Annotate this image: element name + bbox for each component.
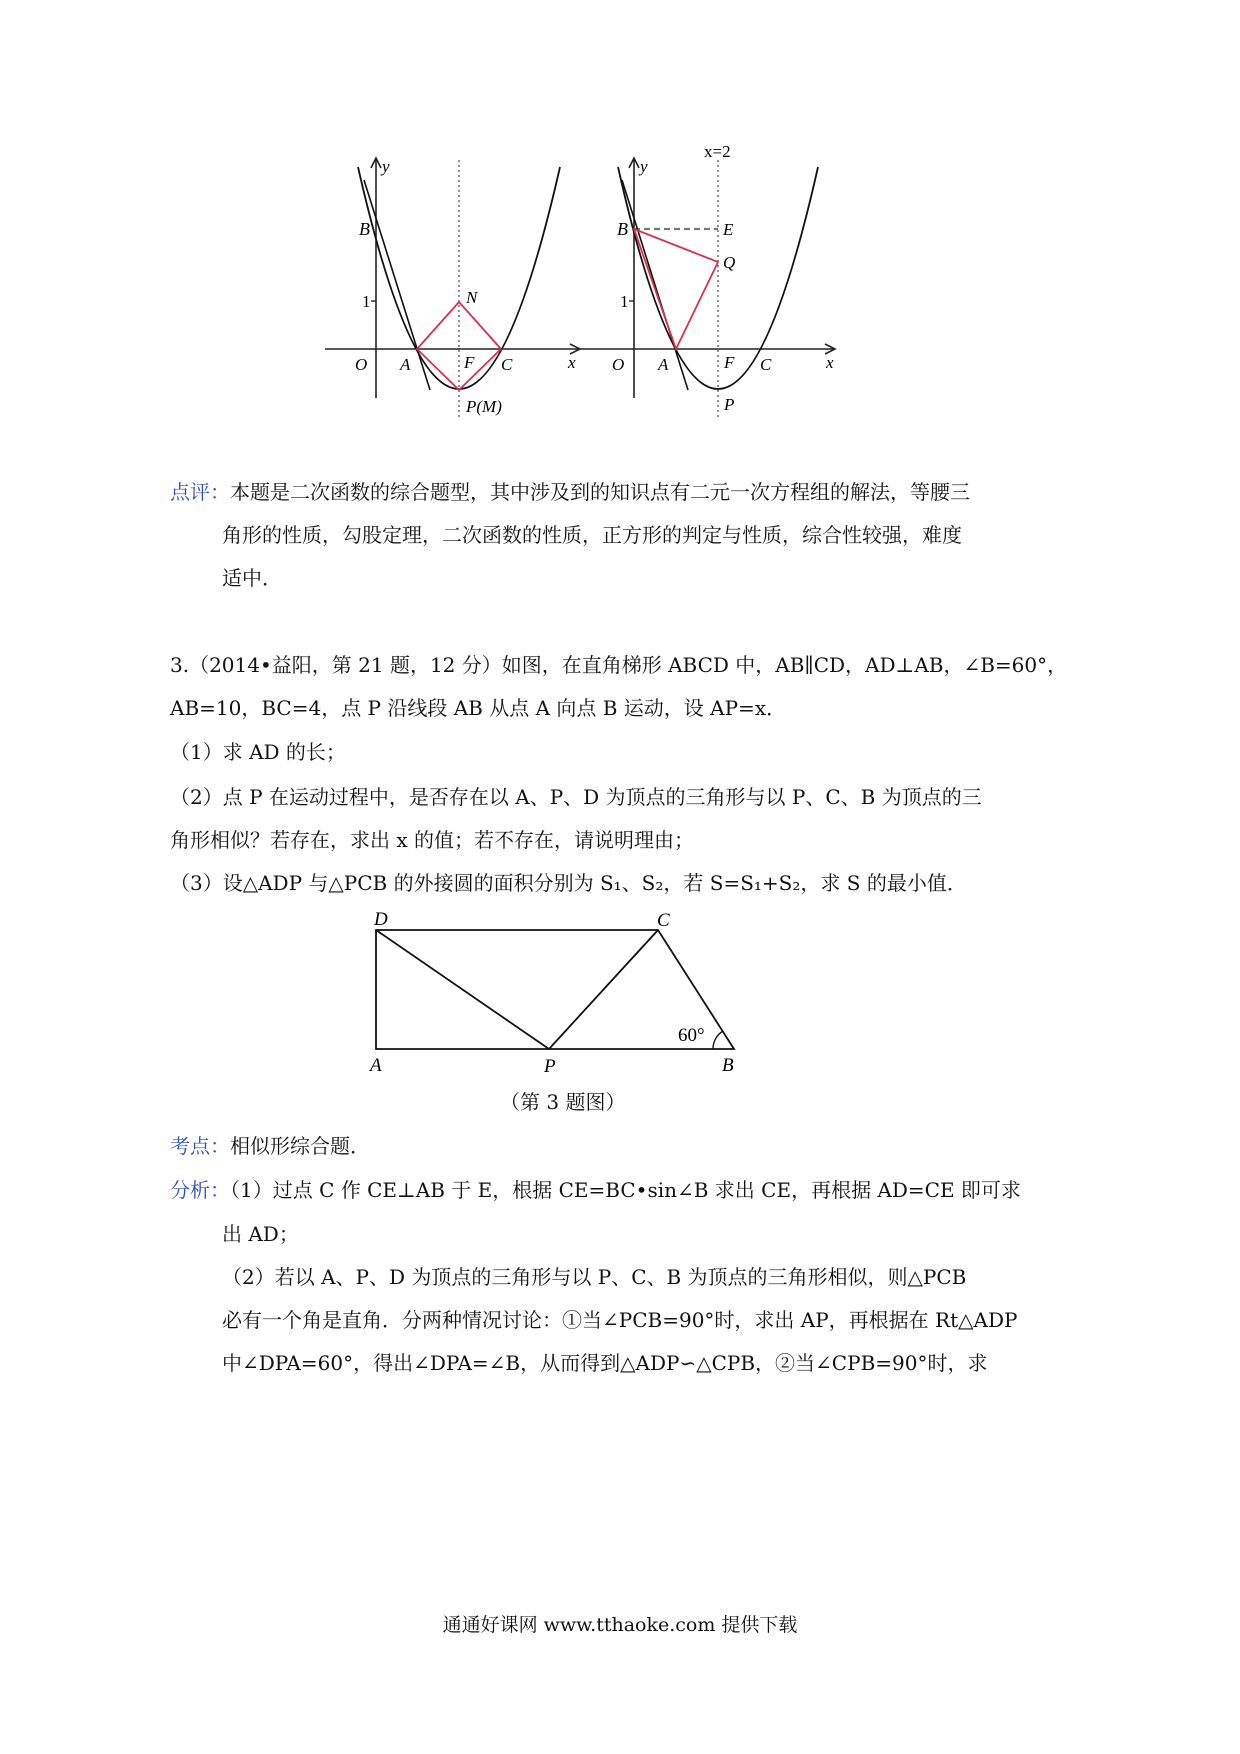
label-a: A: [658, 355, 669, 374]
label-angle: 60°: [678, 1025, 705, 1046]
label-c: C: [760, 355, 772, 374]
label-x: x: [826, 353, 834, 372]
triangle-baq: [634, 229, 718, 349]
label-p: P: [724, 395, 735, 414]
label-b: B: [617, 219, 628, 239]
label-x: x: [568, 353, 576, 372]
label-a: A: [400, 355, 411, 374]
problem-line-2: AB=10，BC=4，点 P 沿线段 AB 从点 A 向点 B 运动，设 AP=x．: [170, 696, 787, 720]
kaodian: 考点：相似形综合题．: [170, 1134, 370, 1158]
label-b: B: [359, 219, 370, 239]
analysis-line-4: 必有一个角是直角．分两种情况讨论：①当∠PCB=90°时，求出 AP，再根据在 Rt△ADP: [222, 1308, 1018, 1332]
segment-pc: [549, 930, 658, 1049]
trapezoid-figure: [360, 905, 750, 1080]
label-q: Q: [723, 253, 736, 272]
analysis-line-2: 出 AD；: [222, 1222, 299, 1246]
label-one: 1: [620, 292, 629, 311]
label-b: B: [722, 1055, 734, 1076]
label-c: C: [501, 355, 513, 374]
comment-line-2: 角形的性质，勾股定理，二次函数的性质，正方形的判定与性质，综合性较强，难度: [222, 523, 962, 547]
comment-label: 点评：本题是二次函数的综合题型，其中涉及到的知识点有二元一次方程组的解法，等腰三: [170, 480, 970, 504]
label-e: E: [723, 220, 734, 239]
right-parabola-graph: [575, 135, 850, 435]
label-d: D: [374, 909, 388, 930]
line-ab: [364, 180, 430, 390]
label-o: O: [355, 355, 368, 374]
footer-text: 通通好课网 www.tthaoke.com 提供下载: [442, 1614, 798, 1636]
kaodian-text: 相似形综合题．: [230, 1134, 370, 1158]
left-parabola-graph: [320, 150, 590, 440]
label-o: O: [612, 355, 625, 374]
comment-line-3: 适中．: [222, 566, 282, 590]
analysis-line-5: 中∠DPA=60°，得出∠DPA=∠B，从而得到△ADP∽△CPB，②当∠CPB=90°时，求: [222, 1351, 988, 1375]
segment-dp: [376, 930, 549, 1049]
problem-line-1: 3.（2014•益阳，第 21 题，12 分）如图，在直角梯形 ABCD 中，AB∥CD，AD⊥AB，∠B=60°，: [170, 653, 1068, 677]
problem-part-2: （2）点 P 在运动过程中，是否存在以 A、P、D 为顶点的三角形与以 P、C、B 为顶点的三: [170, 785, 982, 809]
label-one: 1: [362, 292, 371, 311]
analysis-line-3: （2）若以 A、P、D 为顶点的三角形与以 P、C、B 为顶点的三角形相似，则△PCB: [222, 1265, 967, 1289]
analysis-text-1: （1）过点 C 作 CE⊥AB 于 E，根据 CE=BC•sin∠B 求出 CE，再根据 AD=CE 即可求: [230, 1178, 1021, 1202]
label-pm: P(M): [466, 397, 502, 416]
line-ab: [622, 180, 688, 390]
label-y: y: [640, 157, 648, 176]
angle-b-arc: [713, 1031, 723, 1049]
label-f: F: [464, 353, 475, 372]
problem-part-3: （3）设△ADP 与△PCB 的外接圆的面积分别为 S₁、S₂，若 S=S₁+S₂，求 S 的最小值．: [170, 871, 967, 895]
label-y: y: [382, 157, 390, 176]
comment-line-1: 本题是二次函数的综合题型，其中涉及到的知识点有二元一次方程组的解法，等腰三: [230, 480, 970, 504]
label-a: A: [370, 1055, 382, 1076]
label-c: C: [657, 910, 670, 931]
figure-caption: （第 3 题图）: [500, 1090, 626, 1114]
problem-part-2-cont: 角形相似？若存在，求出 x 的值；若不存在，请说明理由；: [170, 828, 694, 852]
label-n: N: [466, 288, 478, 307]
problem-part-1: （1）求 AD 的长；: [170, 740, 346, 764]
analysis-line-1: 分析：（1）过点 C 作 CE⊥AB 于 E，根据 CE=BC•sin∠B 求出 CE，再根据 AD=CE 即可求: [170, 1178, 1021, 1202]
label-f: F: [724, 353, 735, 372]
label-p: P: [544, 1056, 556, 1077]
label-line-x2: x=2: [704, 142, 731, 161]
